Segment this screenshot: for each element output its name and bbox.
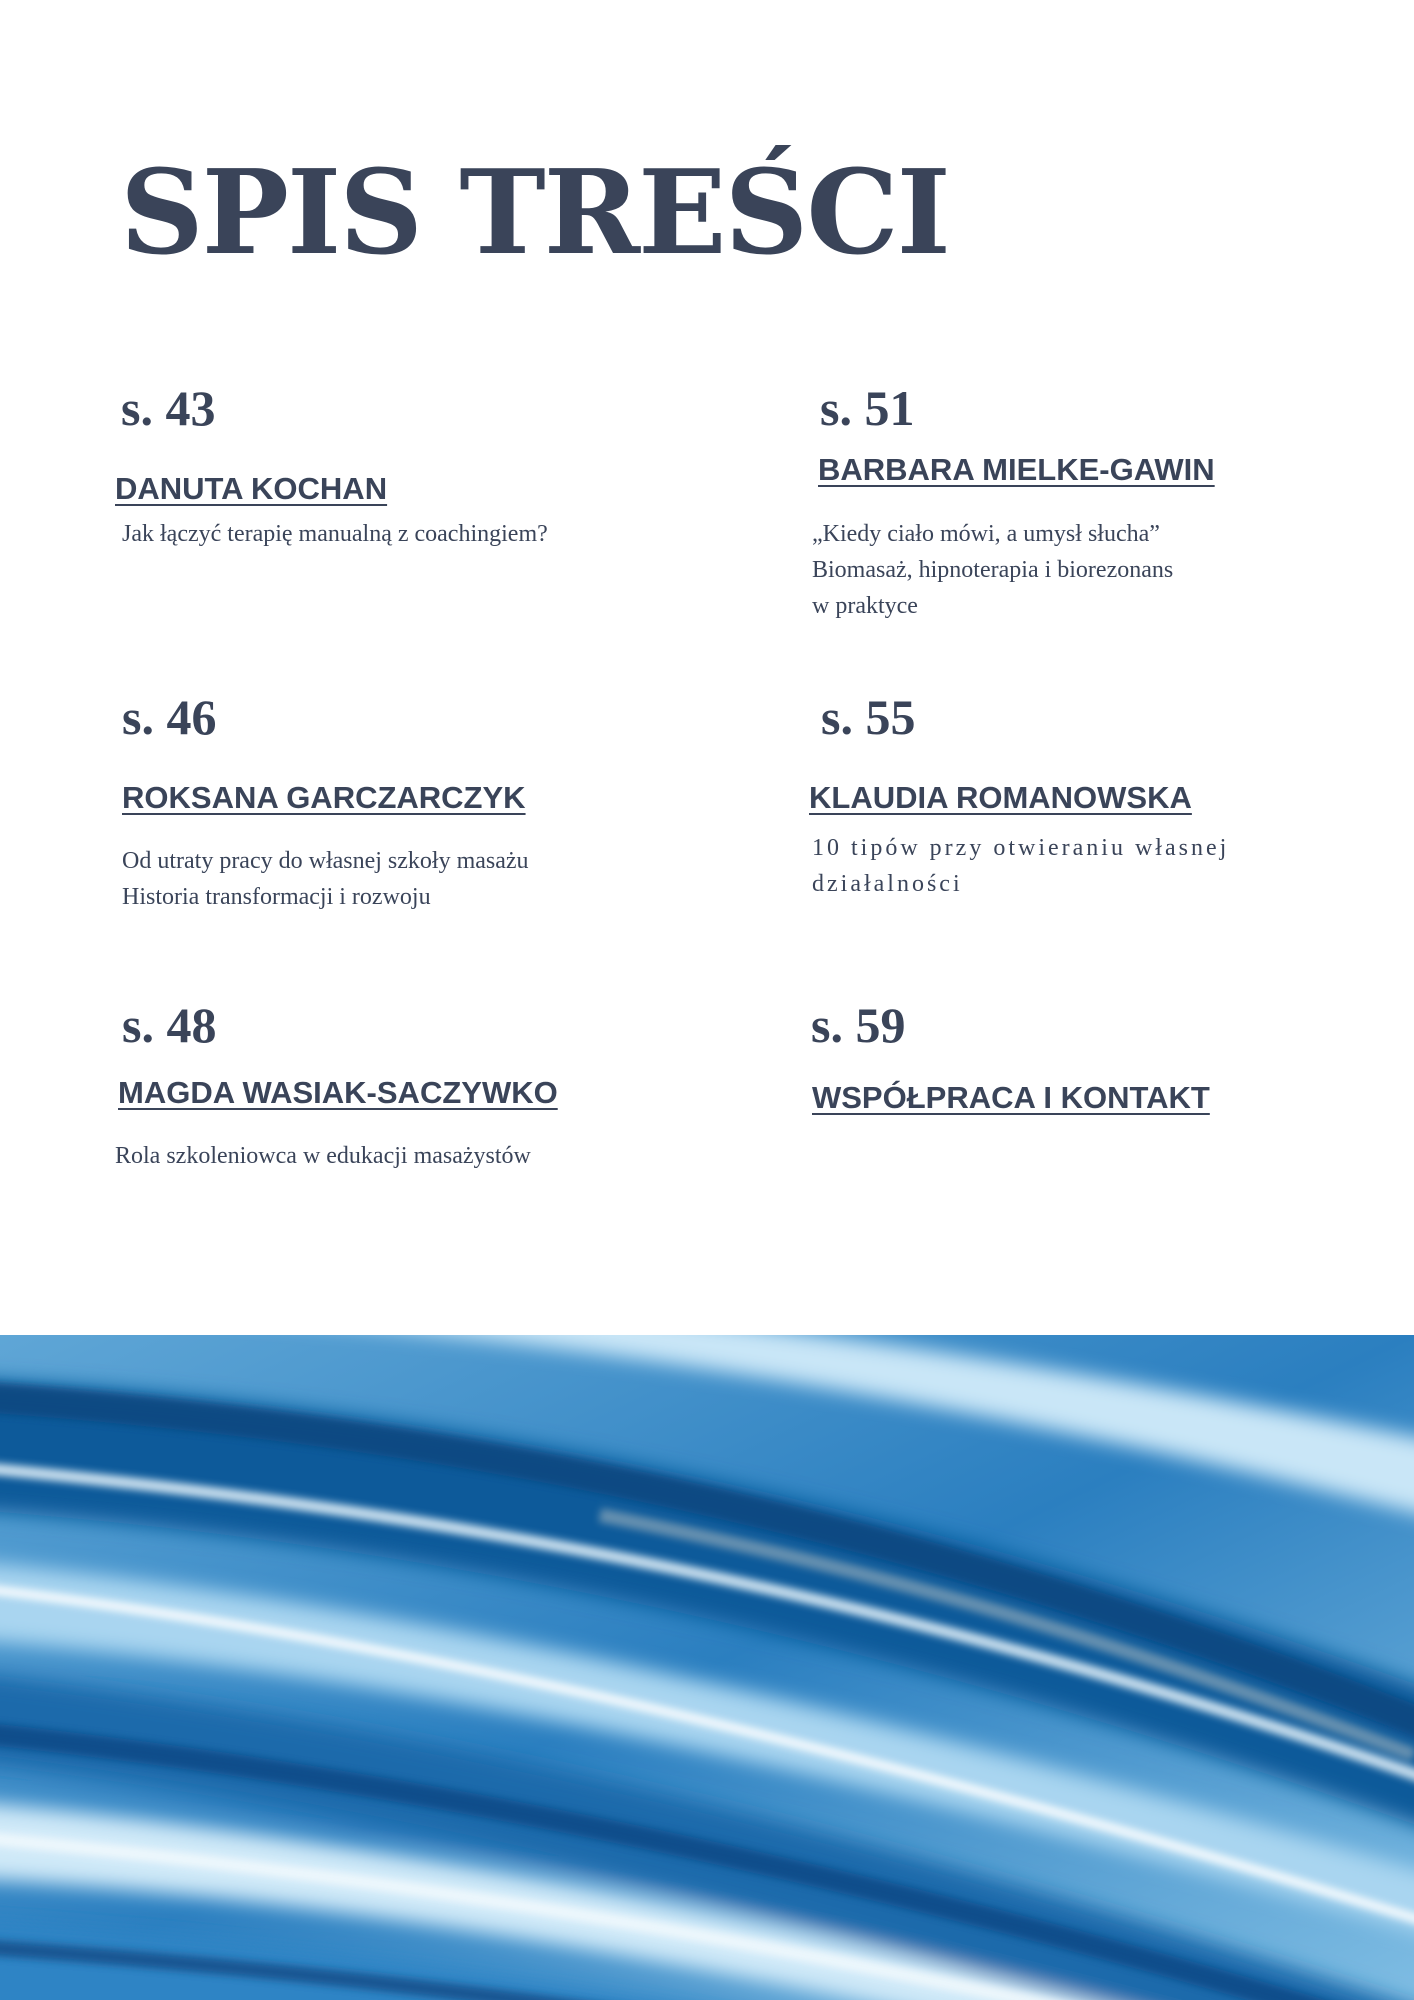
description-line: w praktyce (812, 593, 918, 619)
wave-illustration (0, 1335, 1414, 2000)
author-name-link[interactable]: DANUTA KOCHAN (115, 471, 388, 506)
description-line: działalności (812, 871, 963, 897)
article-description (812, 830, 1229, 902)
page-number: s. 46 (122, 689, 217, 745)
description-line: Biomasaż, hipnoterapia i biorezonans (812, 557, 1174, 583)
author-name-link[interactable]: BARBARA MIELKE-GAWIN (818, 452, 1215, 487)
article-description (122, 516, 548, 552)
page-number: s. 48 (122, 997, 217, 1053)
author-name-link[interactable]: KLAUDIA ROMANOWSKA (809, 780, 1192, 815)
decorative-wave-image (0, 1335, 1414, 2000)
page-number: s. 51 (820, 380, 915, 436)
article-description (115, 1138, 531, 1174)
page-number: s. 59 (811, 997, 906, 1053)
page-number: s. 55 (821, 689, 916, 745)
article-description (122, 843, 529, 915)
page-number: s. 43 (121, 380, 216, 436)
description-line: „Kiedy ciało mówi, a umysł słucha” (812, 521, 1160, 547)
author-name-link[interactable]: MAGDA WASIAK-SACZYWKO (118, 1075, 558, 1110)
author-name-link[interactable]: ROKSANA GARCZARCZYK (122, 780, 526, 815)
section-link-contact[interactable]: WSPÓŁPRACA I KONTAKT (812, 1080, 1210, 1115)
description-line: Od utraty pracy do własnej szkoły masażu (122, 848, 529, 874)
page-title: SPIS TREŚCI (120, 145, 949, 281)
article-description (812, 516, 1173, 624)
description-line: Jak łączyć terapię manualną z coachingiem? (122, 521, 548, 547)
description-line: 10 tipów przy otwieraniu własnej (812, 835, 1230, 861)
description-line: Historia transformacji i rozwoju (122, 884, 431, 910)
description-line: Rola szkoleniowca w edukacji masażystów (115, 1143, 531, 1169)
